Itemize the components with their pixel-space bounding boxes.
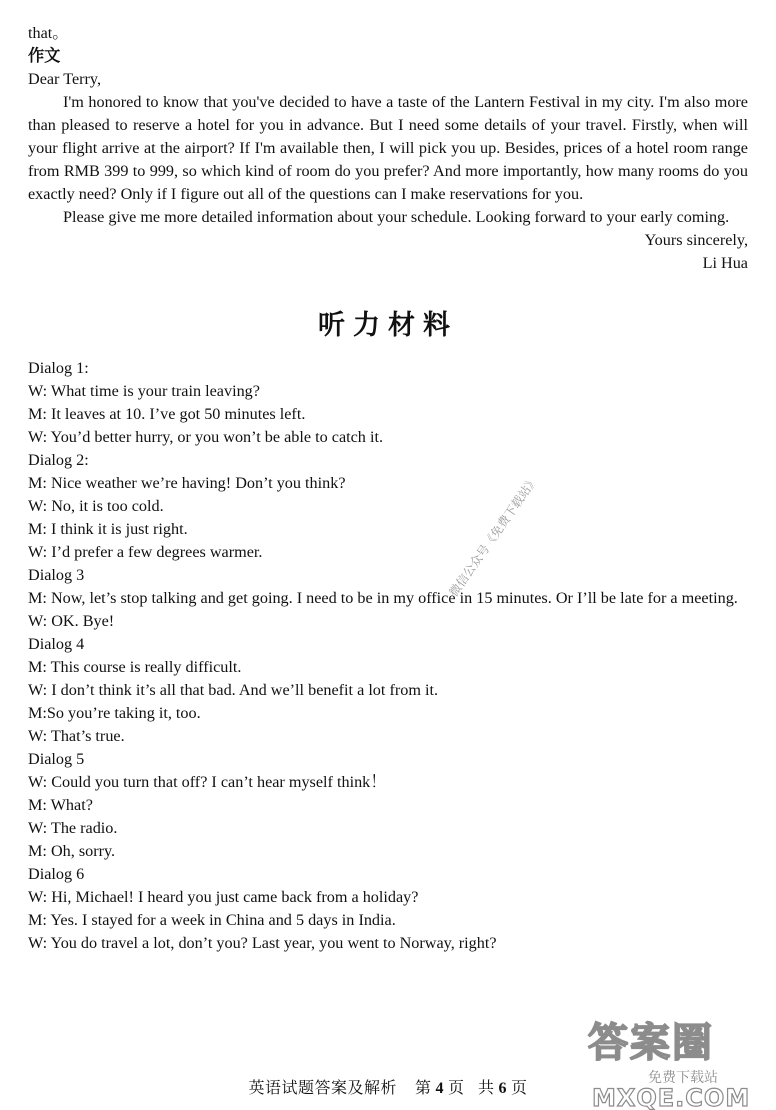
essay-paragraph: Please give me more detailed information about your schedule. Looking forward to your early coming. [63,208,730,226]
footer-total-number: 6 [498,1080,508,1097]
dialog-line: Dialog 5 [28,750,85,768]
document-page [28,22,748,955]
dialog-line: M: Oh, sorry. [28,842,116,860]
dialog-line: W: Hi, Michael! I heard you just came back from a holiday? [28,888,419,906]
dialog-line: M: Yes. I stayed for a week in China and 5 days in India. [28,911,396,929]
dialog-line: W: You do travel a lot, don’t you? Last year, you went to Norway, right? [28,934,497,952]
dialog-line: W: Could you turn that off? I can’t hear myself think！ [28,773,387,791]
page-footer [0,1075,776,1098]
dialog-line: M: This course is really difficult. [28,658,242,676]
dialog-line: W: What time is your train leaving? [28,382,260,400]
watermark-logo-subtext: 免费下载站 [648,1070,718,1086]
footer-doc-title: 英语试题答案及解析 [248,1080,397,1097]
watermark-logo-text: 答案圈 [588,1020,714,1066]
footer-page-prefix: 第 [414,1080,432,1097]
dialog-line: M: I think it is just right. [28,520,188,538]
watermark-logo-url: MXQE.COM [592,1084,751,1110]
listening-transcript [28,357,748,955]
footer-page-number: 4 [435,1080,444,1097]
essay-heading: 作文 [28,47,61,65]
top-fragment: that。 [28,24,69,42]
dialog-line: W: The radio. [28,819,118,837]
dialog-line: Dialog 4 [28,635,85,653]
dialog-line: M:So you’re taking it, too. [28,704,201,722]
dialog-line: Dialog 1: [28,359,89,377]
dialog-line: W: You’d better hurry, or you won’t be able to catch it. [28,428,383,446]
footer-total-prefix: 共 [478,1080,495,1097]
dialog-line: W: I don’t think it’s all that bad. And we’ll benefit a lot from it. [28,681,439,699]
dialog-line: M: Nice weather we’re having! Don’t you think? [28,474,346,492]
footer-total-unit: 页 [511,1080,528,1097]
dialog-line: M: It leaves at 10. I’ve got 50 minutes left. [28,405,306,423]
essay-greeting: Dear Terry, [28,70,102,88]
dialog-line: M: What? [28,796,93,814]
dialog-line: W: That’s true. [28,727,125,745]
dialog-line: Dialog 6 [28,865,85,883]
footer-page-unit: 页 [447,1080,465,1097]
listening-title: 听力材料 [318,310,458,341]
essay-closing: Yours sincerely, [644,231,748,249]
dialog-line: W: No, it is too cold. [28,497,164,515]
dialog-line: M: Now, let’s stop talking and get going. I need to be in my office in 15 minutes. Or I’ll be late for a meeting. [28,589,738,607]
dialog-line: W: OK. Bye! [28,612,115,630]
dialog-line: Dialog 2: [28,451,89,469]
dialog-line: W: I’d prefer a few degrees warmer. [28,543,263,561]
dialog-line: Dialog 3 [28,566,85,584]
essay-signature: Li Hua [702,254,748,272]
watermark-diagonal: 微信公众号《免费下载站》 [446,473,541,600]
essay-paragraph: I'm honored to know that you've decided to have a taste of the Lantern Festival in my city. I'm also more than pleased to reserve a hotel for you in advance. But I need some details of your travel. Firstly, when will your flight arrive at the airport? If I'm available then, I will pick you up. Besides, prices of a hotel room range from RMB 399 to 999, so which kind of room do you prefer? And more importantly, how many rooms do you exactly need? Only if I figure out all of the questions can I make reservations for you. [28,93,748,203]
